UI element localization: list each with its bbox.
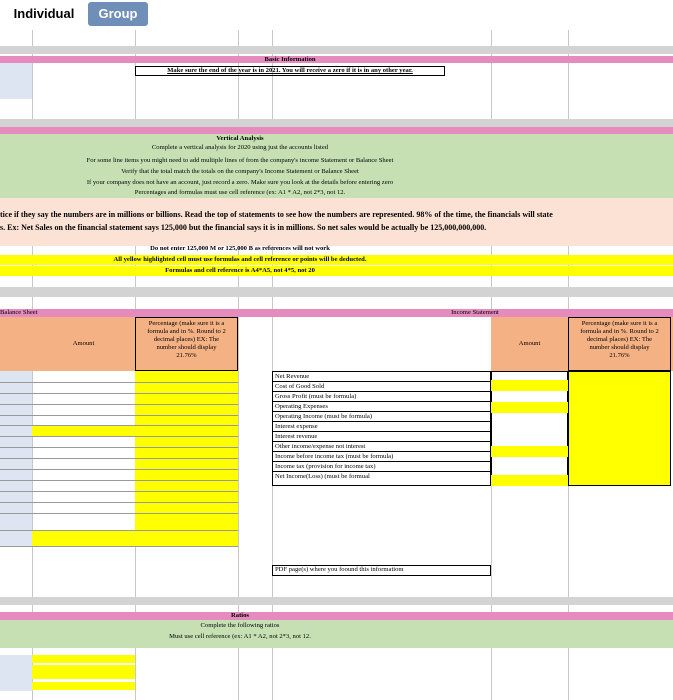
- row-line: [0, 513, 238, 514]
- balance-yellow-cell[interactable]: [32, 425, 135, 436]
- balance-sheet-title: Balance Sheet: [0, 309, 38, 316]
- income-yellow-cell[interactable]: [491, 475, 568, 486]
- ratios-title: Ratios: [231, 612, 249, 619]
- vertical-line-1: Complete a vertical analysis for 2020 using just the accounts listed: [151, 144, 329, 151]
- row-line: [0, 404, 238, 405]
- income-row-interest-expense: Interest expense: [273, 422, 490, 432]
- ratio-yellow-cell[interactable]: [32, 655, 135, 663]
- tab-group[interactable]: Group: [88, 2, 148, 26]
- balance-yellow-cell[interactable]: [32, 530, 135, 546]
- ratios-line-2: Must use cell reference (ex: A1 * A2, not 2*3, not 12.: [169, 633, 311, 640]
- vertical-line-2: For some line items you might need to add multiple lines of from the company's income Statement or Balance Sheet: [86, 157, 394, 164]
- income-row-cogs: Cost of Good Sold: [273, 382, 490, 392]
- row-line: [0, 469, 238, 470]
- row-line: [0, 436, 238, 437]
- header-line: decimal places) EX: The: [153, 336, 220, 343]
- header-line: Percentage (make sure it is a: [581, 320, 658, 327]
- income-statement-title: Income Statement: [451, 309, 499, 316]
- ratio-yellow-cell[interactable]: [32, 665, 135, 679]
- row-line: [0, 458, 238, 459]
- income-yellow-cell[interactable]: [491, 380, 568, 391]
- income-statement-table: [272, 371, 491, 486]
- gray-divider: [0, 46, 673, 54]
- row-line: [0, 447, 238, 448]
- header-line: decimal places) EX: The: [586, 336, 653, 343]
- row-line: [0, 502, 238, 503]
- income-row-gross-profit: Gross Profit (must be formula): [273, 392, 490, 402]
- row-line: [0, 530, 238, 531]
- row-line: [0, 382, 238, 383]
- income-row-net-revenue: Net Revenue: [273, 372, 490, 382]
- row-line: [0, 546, 238, 547]
- vertical-line-3: Verify that the total match the totals on the company's Income Statement or Balance Sheet: [121, 168, 359, 175]
- header-line: 21.76%: [176, 352, 197, 359]
- header-line: number should display: [589, 344, 650, 351]
- blue-cell: [0, 655, 32, 691]
- header-line: 21.76%: [609, 352, 630, 359]
- header-line: formula and in %. Round to 2: [580, 328, 659, 335]
- header-line: number should display: [156, 344, 217, 351]
- notice-line-2: s. Ex: Net Sales on the financial statement says 125,000 but the financial says it is in millions. So net sales would be actually be 125,000,000,000.: [0, 223, 487, 232]
- income-row-operating-income: Operating Income (must be formula): [273, 412, 490, 422]
- income-row-income-tax: Income tax (provision for income tax): [273, 462, 490, 472]
- gray-divider: [0, 287, 673, 297]
- basic-info-note: Make sure the end of the year is in 2021. You will receive a zero if it is in any other year.: [135, 66, 445, 76]
- rule-line-2: All yellow highlighted cell must use formulas and cell reference or points will be deducted.: [113, 256, 367, 263]
- gray-divider: [0, 119, 673, 127]
- row-line: [0, 491, 238, 492]
- ratio-yellow-cell[interactable]: [32, 682, 135, 690]
- row-line: [0, 425, 238, 426]
- income-yellow-cell[interactable]: [491, 446, 568, 457]
- row-line: [0, 480, 238, 481]
- tab-individual[interactable]: Individual: [13, 6, 75, 21]
- header-line: Percentage (make sure it is a: [148, 320, 225, 327]
- balance-amount-header: Amount: [72, 340, 95, 347]
- rule-line-1: Do not enter 125,000 M or 125,000 B as references will not work: [150, 245, 330, 252]
- notice-line-1: tice if they say the numbers are in millions or billions. Read the top of statements to see how the numbers are represented. 98% of the time, the financials will state: [0, 210, 553, 219]
- income-amount-header: Amount: [518, 340, 541, 347]
- income-row-income-before-tax: Income before income tax (must be formula): [273, 452, 490, 462]
- income-row-other-income: Other income/expense not interest: [273, 442, 490, 452]
- income-yellow-cell[interactable]: [491, 402, 568, 413]
- balance-percent-header: [135, 317, 238, 371]
- basic-info-title: Basic Information: [264, 56, 316, 63]
- vertical-analysis-title: Vertical Analysis: [216, 135, 264, 142]
- row-line: [0, 393, 238, 394]
- income-row-interest-revenue: Interest revenue: [273, 432, 490, 442]
- ratios-line-1: Complete the following ratios: [200, 622, 280, 629]
- pink-band: [0, 127, 673, 134]
- pink-band: [0, 309, 673, 317]
- income-row-net-income: Net Income(Loss) (must be formual: [275, 473, 370, 480]
- income-percent-header: [568, 317, 671, 371]
- sheet-tab-bar: [0, 0, 673, 30]
- header-line: formula and in %. Round to 2: [147, 328, 226, 335]
- row-line: [0, 415, 238, 416]
- vertical-line-5: Percentages and formulas must use cell reference (ex: A1 * A2, not 2*3, not 12.: [134, 189, 346, 196]
- income-percent-column[interactable]: [568, 371, 671, 486]
- income-row-operating-expenses: Operating Expenses: [273, 402, 490, 412]
- gray-divider: [0, 597, 673, 605]
- vertical-line-4: If your company does not have an account, just record a zero. Make sure you look at the details before entering zero: [86, 179, 394, 186]
- rule-line-3: Formulas and cell reference is A4*A5, not 4*5, not 20: [165, 267, 315, 274]
- pdf-pages-note: PDF page(s) where you foound this informatiom: [272, 565, 491, 576]
- blue-cell: [0, 63, 32, 99]
